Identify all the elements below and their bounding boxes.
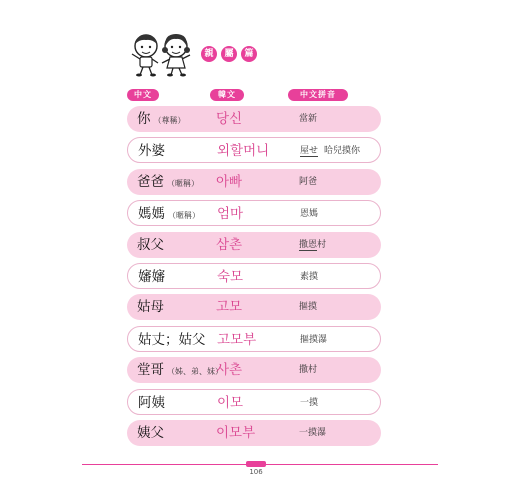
vocab-row	[127, 200, 381, 226]
chinese-term	[138, 138, 165, 164]
pinyin-linked: 屋せ	[300, 146, 319, 157]
vocab-row	[127, 326, 381, 352]
chinese-word: 姨父	[137, 425, 164, 441]
pinyin-reading	[299, 232, 326, 258]
chinese-word: 叔父	[137, 236, 164, 253]
pinyin-reading: 摳摸瀑	[300, 334, 328, 345]
korean-term: 사촌	[216, 362, 243, 379]
chinese-word: 姑母	[137, 299, 164, 316]
section-title-char: 親	[201, 46, 217, 62]
pinyin-reading: 摳摸	[299, 302, 318, 313]
pinyin-rest: 哈兒摸你	[324, 146, 361, 157]
chinese-term	[137, 106, 186, 134]
vocab-row	[127, 357, 381, 383]
chinese-term	[137, 420, 164, 446]
chinese-word: 阿姨	[138, 394, 165, 411]
chinese-term	[138, 264, 165, 290]
korean-term: 숙모	[217, 269, 244, 285]
korean-term: 고모부	[217, 331, 257, 348]
korean-term: 아빠	[216, 173, 243, 190]
korean-term: 당신	[216, 111, 243, 127]
vocab-row	[127, 137, 381, 163]
chinese-term	[138, 327, 206, 353]
vocab-row	[127, 169, 381, 195]
korean-term: 엄마	[217, 206, 244, 223]
chinese-word: 嬸嬸	[138, 269, 165, 285]
chinese-note: （姊、弟、妹）	[167, 367, 223, 377]
pinyin-reading: 一摸瀑	[299, 428, 327, 438]
chinese-word: 外婆	[138, 143, 165, 160]
chinese-term	[137, 357, 223, 385]
chinese-term	[138, 201, 200, 229]
vocab-row	[127, 294, 381, 320]
chinese-term	[138, 390, 165, 416]
vocab-row	[127, 263, 381, 289]
two-kids-cartoon-icon	[126, 28, 198, 78]
footer-tab	[246, 461, 266, 467]
vocab-row	[127, 232, 381, 258]
korean-term: 이모	[217, 394, 244, 411]
chinese-word: 媽媽	[138, 206, 165, 223]
pinyin-linked: 撒恩	[299, 239, 318, 250]
korean-term: 외할머니	[217, 143, 270, 160]
header-korean: 韓文	[210, 89, 244, 101]
pinyin-reading: 恩媽	[300, 209, 319, 220]
pinyin-reading	[300, 138, 360, 164]
pinyin-reading: 當新	[299, 114, 318, 124]
chinese-term	[137, 294, 164, 320]
chinese-note: （暱稱）	[168, 211, 200, 221]
pinyin-rest: 村	[317, 239, 327, 250]
korean-term: 고모	[216, 299, 243, 316]
vocab-row	[127, 389, 381, 415]
section-title-char: 屬	[221, 46, 237, 62]
chinese-word: 堂哥	[137, 362, 164, 379]
vocab-row	[127, 420, 381, 446]
pinyin-reading: 阿爸	[299, 176, 318, 187]
chinese-term	[137, 169, 199, 197]
pinyin-reading: 撒村	[299, 365, 318, 376]
section-title	[201, 46, 257, 62]
pinyin-reading: 素摸	[300, 272, 319, 282]
chinese-word: 姑丈；姑父	[138, 331, 206, 348]
header-chinese: 中文	[127, 89, 159, 101]
section-title-char: 篇	[241, 46, 257, 62]
chinese-note: （暱稱）	[167, 178, 199, 188]
korean-term: 이모부	[216, 425, 256, 441]
page-number: 106	[249, 468, 263, 476]
header-pinyin: 中文拼音	[288, 89, 348, 101]
chinese-word: 爸爸	[137, 173, 164, 190]
chinese-term	[137, 232, 164, 258]
korean-term: 삼촌	[216, 236, 243, 253]
chinese-note: （尊稱）	[153, 116, 186, 125]
pinyin-reading: 一摸	[300, 397, 319, 408]
vocab-row	[127, 106, 381, 132]
chinese-word: 你	[137, 111, 151, 127]
